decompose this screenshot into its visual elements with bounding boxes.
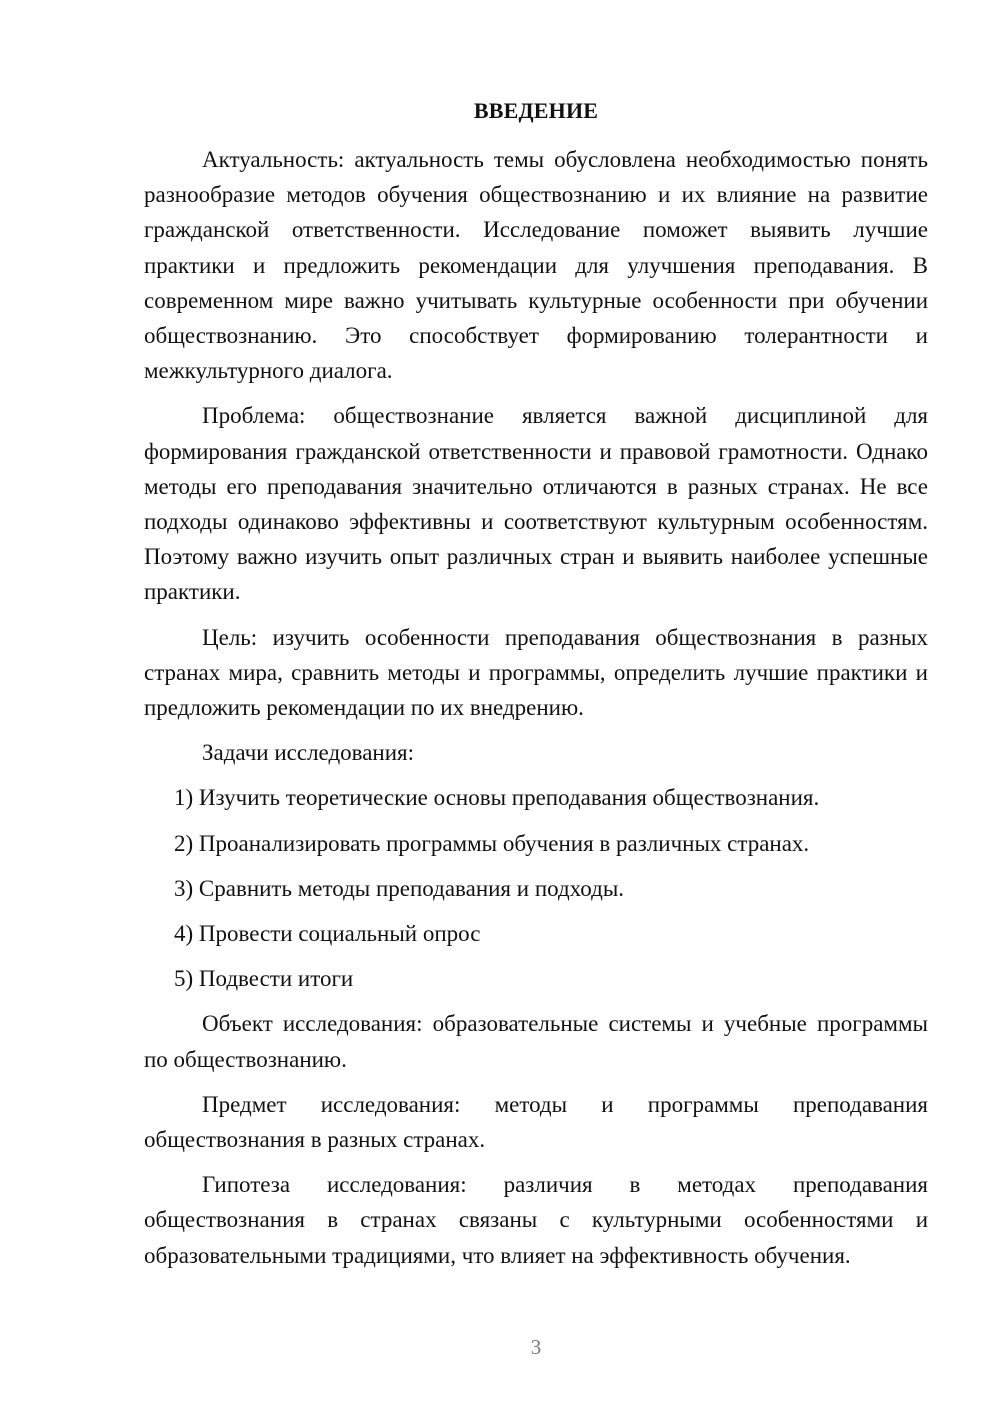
- paragraph-hypothesis: Гипотеза исследования: различия в методах преподавания обществознания в странах связаны с культурными особенностями и образовательными традициями, что влияет на эффективность обучения.: [144, 1172, 928, 1268]
- section-title: ВВЕДЕНИЕ: [473, 98, 599, 123]
- paragraph-subject: Предмет исследования: методы и программы преподавания обществознания в разных странах.: [144, 1091, 928, 1153]
- paragraph-tasks-heading: Задачи исследования:: [202, 740, 415, 766]
- tasks-list: [144, 780, 928, 996]
- list-item: 2) Проанализировать программы обучения в различных странах.: [174, 830, 810, 856]
- paragraph-goal: Цель: изучить особенности преподавания обществознания в разных странах мира, сравнить методы и программы, определить лучшие практики и предложить рекомендации по их внедрению.: [144, 624, 928, 721]
- list-item: 4) Провести социальный опрос: [174, 921, 481, 947]
- list-item: 1) Изучить теоретические основы преподавания обществознания.: [174, 785, 820, 811]
- paragraph-object: Объект исследования: образовательные системы и учебные программы по обществознанию.: [144, 1011, 928, 1072]
- document-body: [144, 142, 928, 1283]
- list-item: 5) Подвести итоги: [174, 966, 354, 992]
- paragraph-problem: Проблема: обществознание является важной дисциплиной для формирования гражданской ответственности и правовой грамотности. Однако методы его преподавания значительно отличаются в разных странах. Не все подходы одинаково эффективны и соответствуют культурным особенностям. Поэтому важно изучить опыт различных стран и выявить наиболее успешные практики.: [144, 403, 928, 605]
- list-item: 3) Сравнить методы преподавания и подходы.: [174, 875, 625, 901]
- paragraph-relevance: Актуальность: актуальность темы обусловлена необходимостью понять разнообразие методов обучения обществознанию и их влияние на развитие гражданской ответственности. Исследование поможет выявить лучшие практики и предложить рекомендации для улучшения преподавания. В современном мире важно учитывать культурные особенности при обучении обществознанию. Это способствует формированию толерантности и межкультурного диалога.: [144, 147, 928, 384]
- page-number: 3: [530, 1335, 542, 1359]
